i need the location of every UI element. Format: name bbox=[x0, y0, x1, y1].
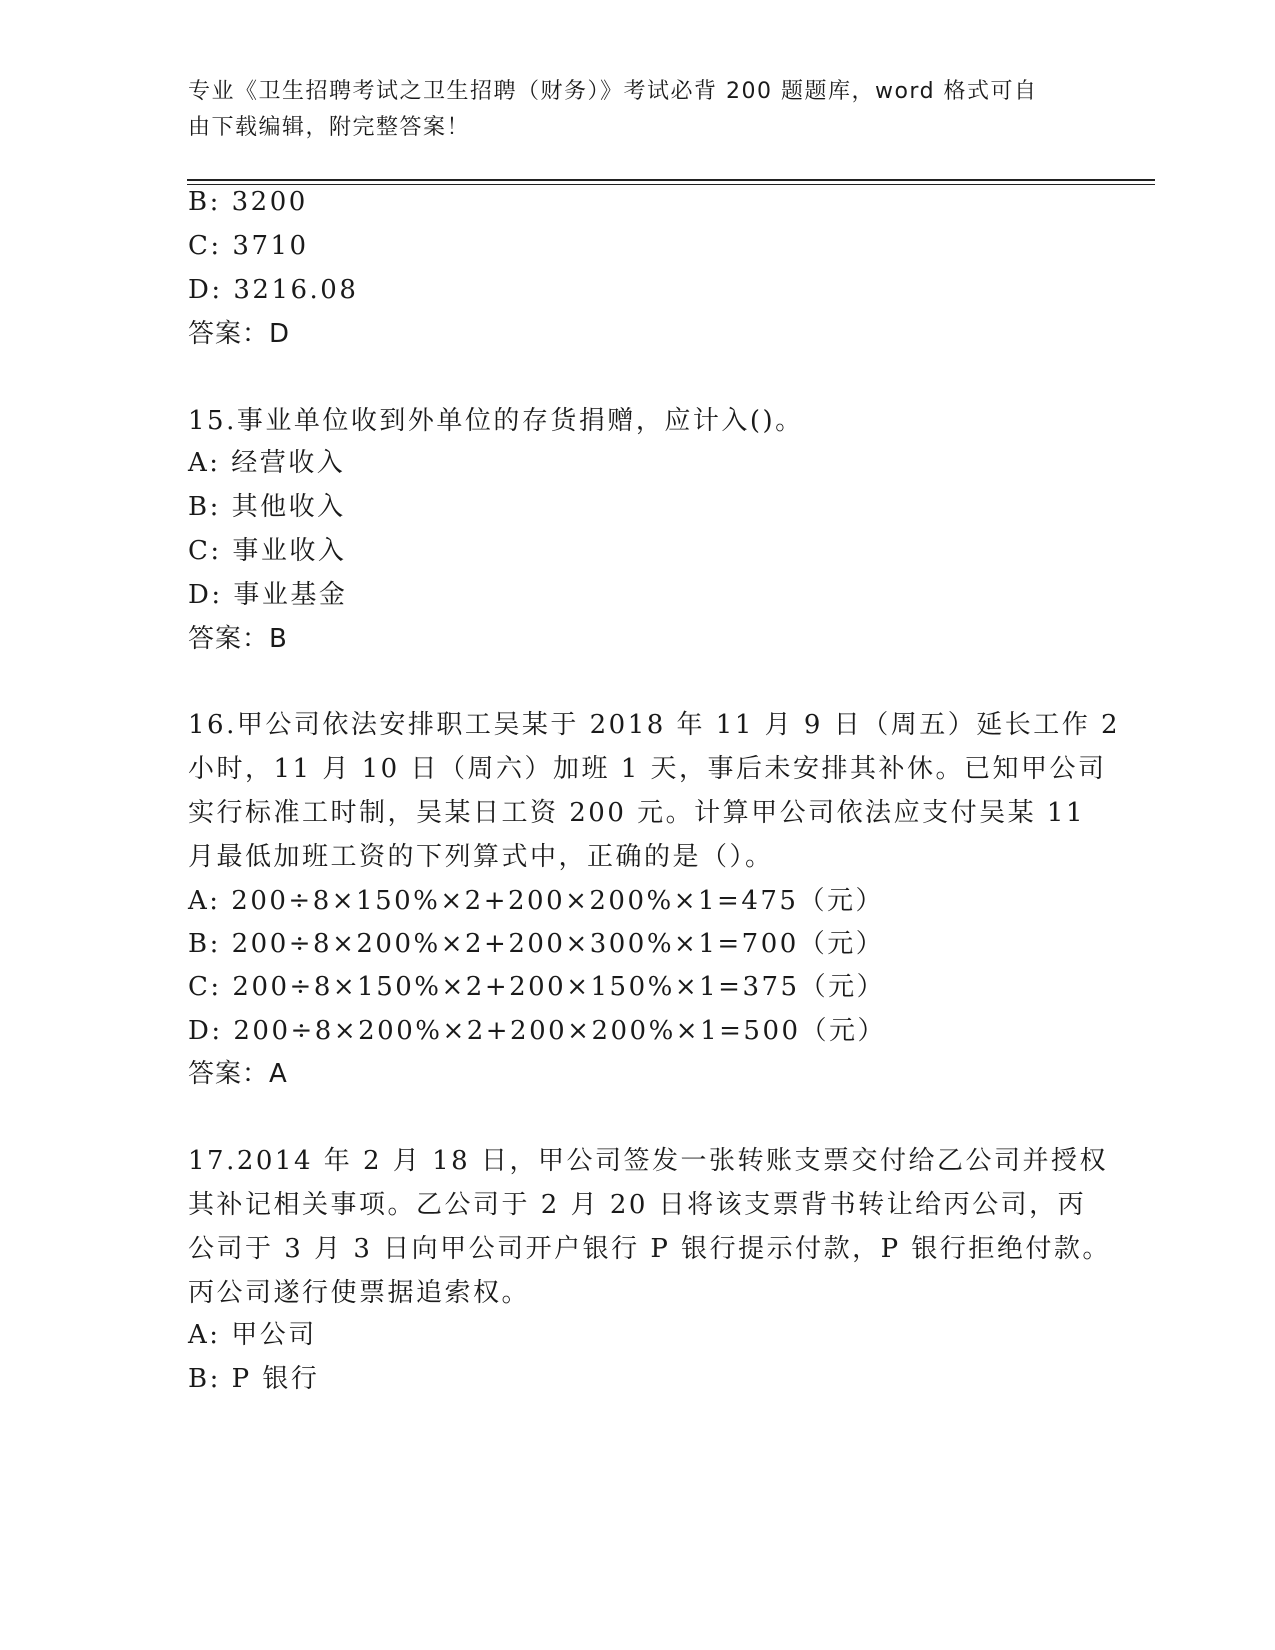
question-16-text-line-4: 月最低加班工资的下列算式中，正确的是（）。 bbox=[188, 842, 774, 872]
question-17-option-b: B: P 银行 bbox=[188, 1364, 320, 1394]
option-b: B: 3200 bbox=[188, 187, 308, 217]
question-17-text-line-1: 17.2014 年 2 月 18 日，甲公司签发一张转账支票交付给乙公司并授权 bbox=[188, 1146, 1108, 1176]
header-divider-thin bbox=[187, 184, 1155, 185]
document-header bbox=[188, 74, 1068, 146]
option-c: C: 3710 bbox=[188, 231, 309, 261]
question-16-option-c: C: 200÷8×150%×2+200×150%×1=375（元） bbox=[188, 972, 886, 1002]
question-15-option-a: A: 经营收入 bbox=[188, 448, 346, 478]
question-16-option-a: A: 200÷8×150%×2+200×200%×1=475（元） bbox=[188, 886, 884, 916]
header-divider-thick bbox=[187, 179, 1155, 181]
question-15-answer: 答案：B bbox=[188, 624, 288, 654]
answer-line: 答案：D bbox=[188, 319, 291, 349]
question-16-text-line-3: 实行标准工时制，吴某日工资 200 元。计算甲公司依法应支付吴某 11 bbox=[188, 798, 1086, 828]
question-17-text-line-4: 丙公司遂行使票据追索权。 bbox=[188, 1278, 531, 1308]
question-16-answer: 答案：A bbox=[188, 1059, 288, 1089]
option-d: D: 3216.08 bbox=[188, 275, 359, 305]
question-15-option-d: D: 事业基金 bbox=[188, 580, 348, 610]
question-16-text-line-2: 小时，11 月 10 日（周六）加班 1 天，事后未安排其补休。已知甲公司 bbox=[188, 754, 1107, 784]
question-15-option-c: C: 事业收入 bbox=[188, 536, 347, 566]
header-title-line-1: 专业《卫生招聘考试之卫生招聘（财务）》考试必背 200 题题库，word 格式可自 bbox=[188, 79, 1038, 104]
question-15-option-b: B: 其他收入 bbox=[188, 492, 346, 522]
question-17-text-line-3: 公司于 3 月 3 日向甲公司开户银行 P 银行提示付款，P 银行拒绝付款。 bbox=[188, 1234, 1111, 1264]
question-15-text: 15.事业单位收到外单位的存货捐赠，应计入()。 bbox=[188, 406, 804, 436]
question-17-text-line-2: 其补记相关事项。乙公司于 2 月 20 日将该支票背书转让给丙公司，丙 bbox=[188, 1190, 1087, 1220]
question-16-text-line-1: 16.甲公司依法安排职工吴某于 2018 年 11 月 9 日（周五）延长工作 2 bbox=[188, 710, 1121, 740]
header-title-line-2: 由下载编辑，附完整答案！ bbox=[188, 115, 471, 140]
question-17-option-a: A: 甲公司 bbox=[188, 1320, 317, 1350]
question-16-option-b: B: 200÷8×200%×2+200×300%×1=700（元） bbox=[188, 929, 885, 959]
question-16-option-d: D: 200÷8×200%×2+200×200%×1=500（元） bbox=[188, 1016, 887, 1046]
